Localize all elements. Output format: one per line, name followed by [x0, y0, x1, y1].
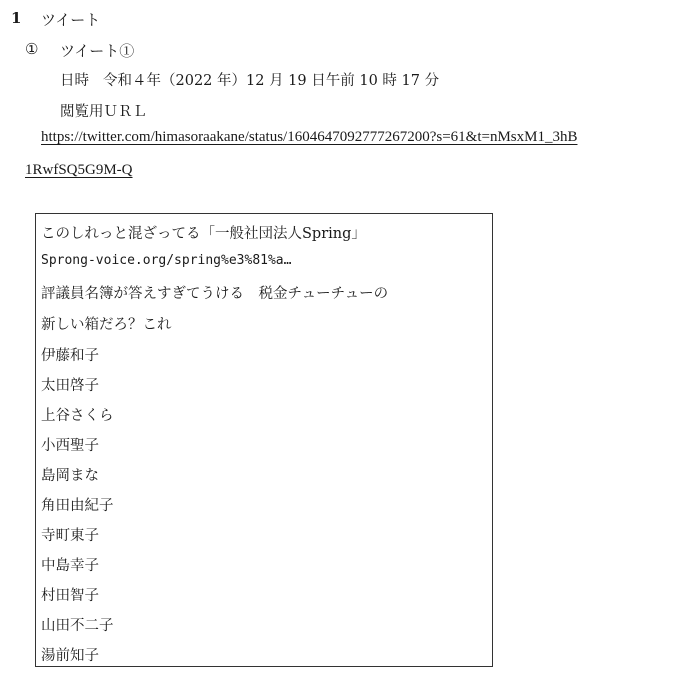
tweet-name: 角田由紀子 — [41, 498, 114, 514]
tweet-name: 太田啓子 — [41, 378, 99, 394]
datetime-value: 令和４年（2022 年）12 月 19 日午前 10 時 17 分 — [103, 73, 440, 89]
tweet-name: 村田智子 — [41, 588, 99, 604]
tweet-name: 島岡まな — [41, 468, 99, 484]
section-title: ツイート — [41, 11, 101, 29]
tweet-name: 寺町東子 — [41, 528, 99, 544]
url-link-line-2[interactable]: 1RwfSQ5G9M-Q — [25, 162, 133, 178]
tweet-name: 上谷さくら — [41, 408, 114, 424]
tweet-name: 湯前知子 — [41, 648, 99, 664]
url-link-line-1[interactable]: https://twitter.com/himasoraakane/status/1604647092777267200?s=61&t=nMsxM1_3hB — [41, 129, 578, 145]
tweet-line: 評議員名簿が答えすぎてうける 税金チューチューの — [41, 286, 389, 302]
tweet-name: 小西聖子 — [41, 438, 99, 454]
subsection-title: ツイート① — [60, 42, 135, 60]
tweet-line: 新しい箱だろ？これ — [41, 317, 172, 333]
tweet-name: 山田不二子 — [41, 618, 114, 634]
tweet-box — [35, 213, 493, 667]
tweet-line: このしれっと混ざってる「一般社団法人Spring」 — [41, 226, 366, 242]
datetime-label: 日時 — [60, 73, 89, 89]
tweet-link-line[interactable]: Sprong-voice.org/spring%e3%81%a… — [41, 253, 292, 268]
url-label: 閲覧用ＵＲＬ — [60, 104, 147, 120]
datetime-row — [60, 69, 439, 90]
tweet-name: 中島幸子 — [41, 558, 99, 574]
subsection-number: ① — [25, 40, 39, 58]
section-number: 1 — [11, 9, 22, 27]
tweet-name: 伊藤和子 — [41, 348, 99, 364]
